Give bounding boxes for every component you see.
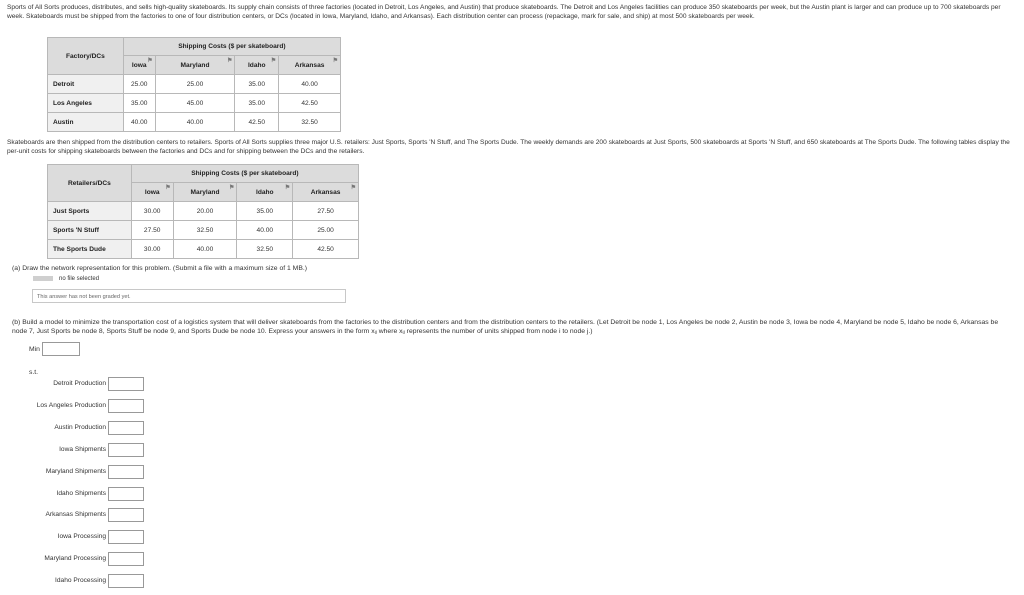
table1-col-label: Idaho — [247, 61, 266, 69]
min-label: Min — [29, 346, 40, 353]
table2-cost-cell: 27.50 — [293, 202, 359, 221]
table2-corner-header: Retailers/DCs — [48, 165, 132, 202]
table2-cost-cell: 25.00 — [293, 221, 359, 240]
table1-cost-cell: 40.00 — [155, 113, 235, 132]
table2-col-header — [293, 183, 359, 202]
constraint-label: Maryland Processing — [44, 555, 106, 563]
table2-title: Shipping Costs ($ per skateboard) — [131, 165, 358, 183]
table1-col-header — [155, 56, 235, 75]
st-label: s.t. — [29, 369, 39, 376]
constraint-input[interactable] — [108, 399, 144, 413]
factory-dc-cost-table — [47, 37, 341, 132]
table2-col-header — [173, 183, 237, 202]
flag-icon: ⚑ — [332, 58, 338, 64]
table2-col-header — [237, 183, 293, 202]
flag-icon: ⚑ — [147, 58, 153, 64]
constraint-input[interactable] — [108, 508, 144, 522]
table2-cost-cell: 32.50 — [173, 221, 237, 240]
table1-cost-cell: 42.50 — [279, 94, 341, 113]
flag-icon: ⚑ — [226, 58, 233, 64]
table1-title: Shipping Costs ($ per skateboard) — [123, 38, 340, 56]
table1-cost-cell: 32.50 — [279, 113, 341, 132]
constraint-label: Idaho Shipments — [56, 489, 106, 497]
flag-icon: ⚑ — [350, 185, 356, 191]
table-row — [48, 94, 341, 113]
constraint-label: Idaho Processing — [55, 577, 106, 585]
retailer-dc-cost-table — [47, 164, 359, 259]
table2-cost-cell: 35.00 — [237, 202, 293, 221]
table2-col-label: Maryland — [190, 188, 220, 196]
table1-row-header: Detroit — [48, 75, 124, 94]
constraint-label: Arkansas Shipments — [45, 511, 106, 519]
choose-file-button[interactable] — [33, 276, 53, 281]
table2-cost-cell: 40.00 — [237, 221, 293, 240]
table2-cost-cell: 30.00 — [131, 202, 173, 221]
flag-icon: ⚑ — [284, 185, 291, 191]
file-status: no file selected — [59, 276, 100, 283]
intro-text: Sports of All Sorts produces, distributes, and sells high-quality skateboards. Its supply chain consists of three factories (located in Detroit, Los Angeles, and Austin) that produce skateboards. The Detroit and Los Angeles facilities can produce 350 skateboards per week, but the Austin plant is larger and can produce up to 700 skateboards per week. Skateboards must be shipped from the factories to one of four distribution centers, or DCs (located in Iowa, Maryland, Idaho, and Arkansas). Each distribution center can process (repackage, mark for sale, and ship) at most 500 skateboards per week. — [7, 4, 1001, 20]
constraint-input[interactable] — [108, 443, 144, 457]
table2-cost-cell: 20.00 — [173, 202, 237, 221]
constraint-input[interactable] — [108, 465, 144, 479]
flag-icon: ⚑ — [165, 185, 171, 191]
table2-col-label: Arkansas — [310, 188, 341, 196]
table2-col-label: Idaho — [256, 188, 274, 196]
objective-input[interactable] — [42, 342, 80, 356]
middle-text: Skateboards are then shipped from the distribution centers to retailers. Sports of All Sorts supplies three major U.S. retailers: Just Sports, Sports 'N Stuff, and The Sports Dude. The weekly demands are 200 skateboards at Just Sports, 500 skateboards at Sports 'N Stuff, and 650 skateboards at The Sports Dude. The following tables display the per-unit costs for shipping skateboards between the factories and DCs and for shipping between the DCs and the retailers. — [7, 139, 1010, 155]
constraint-label: Detroit Production — [53, 380, 106, 387]
table2-cost-cell: 42.50 — [293, 240, 359, 259]
table2-row-header: The Sports Dude — [48, 240, 132, 259]
constraint-label: Los Angeles Production — [36, 401, 106, 409]
table1-cost-cell: 45.00 — [155, 94, 235, 113]
constraint-input[interactable] — [108, 530, 144, 544]
constraint-label: Maryland Shipments — [45, 467, 106, 475]
part-b-question: (b) Build a model to minimize the transportation cost of a logistics system that will deliver skateboards from the factories to the distribution centers and from the distribution centers to the retailers. (Let Detroit be node 1, Los Angeles be node 2, Austin be node 3, Iowa be node 4, Maryland be node 5, Idaho be node 6, Arkansas be node 7, Just Sports be node 8, Sports Stuff be node 9, and Sports Dude be node 10. Express your answers in the form xᵢⱼ where xᵢⱼ represents the number of units shipped from node i to node j.) — [12, 319, 999, 335]
table-row — [48, 113, 341, 132]
constraint-input[interactable] — [108, 552, 144, 566]
table1-col-header — [123, 56, 155, 75]
table-row — [48, 75, 341, 94]
file-upload[interactable] — [33, 276, 99, 282]
part-a-question: (a) Draw the network representation for this problem. (Submit a file with a maximum size of 1 MB.) — [12, 265, 308, 272]
table2-row-header: Sports 'N Stuff — [48, 221, 132, 240]
table2-cost-cell: 27.50 — [131, 221, 173, 240]
table-row — [48, 202, 359, 221]
table2-row-header: Just Sports — [48, 202, 132, 221]
table1-col-label: Iowa — [131, 61, 147, 69]
table2-col-label: Iowa — [144, 188, 160, 196]
answer-status-box: This answer has not been graded yet. — [32, 289, 346, 303]
constraint-input[interactable] — [108, 421, 144, 435]
table1-cost-cell: 40.00 — [123, 113, 155, 132]
table1-cost-cell: 25.00 — [123, 75, 155, 94]
table1-cost-cell: 35.00 — [123, 94, 155, 113]
table1-col-header — [279, 56, 341, 75]
table1-cost-cell: 25.00 — [155, 75, 235, 94]
table2-cost-cell: 32.50 — [237, 240, 293, 259]
table1-cost-cell: 40.00 — [279, 75, 341, 94]
table1-corner-header: Factory/DCs — [48, 38, 124, 75]
table1-col-label: Arkansas — [294, 61, 325, 69]
table-row — [48, 240, 359, 259]
constraint-input[interactable] — [108, 574, 144, 588]
table1-col-header — [235, 56, 279, 75]
constraint-input[interactable] — [108, 377, 144, 391]
constraint-label: Austin Production — [54, 423, 106, 431]
table2-cost-cell: 40.00 — [173, 240, 237, 259]
table2-cost-cell: 30.00 — [131, 240, 173, 259]
constraint-label: Iowa Shipments — [59, 445, 106, 453]
table1-col-label: Maryland — [180, 61, 210, 69]
constraint-label: Iowa Processing — [57, 533, 106, 541]
table1-cost-cell: 35.00 — [235, 75, 279, 94]
table1-cost-cell: 35.00 — [235, 94, 279, 113]
table1-row-header: Los Angeles — [48, 94, 124, 113]
table2-col-header — [131, 183, 173, 202]
table1-cost-cell: 42.50 — [235, 113, 279, 132]
constraint-input[interactable] — [108, 487, 144, 501]
flag-icon: ⚑ — [270, 58, 277, 64]
flag-icon: ⚑ — [229, 185, 235, 191]
table1-row-header: Austin — [48, 113, 124, 132]
table-row — [48, 221, 359, 240]
